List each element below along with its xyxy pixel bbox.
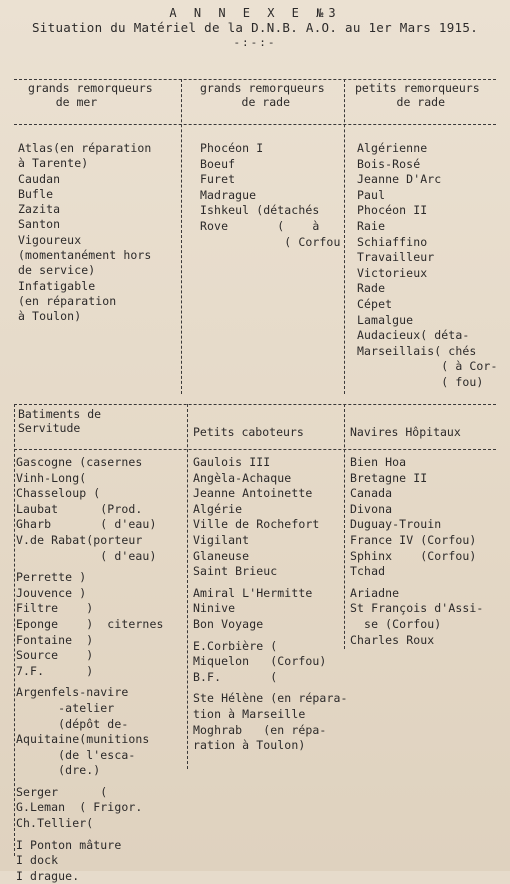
list-item: (momentanément hors [18,248,152,263]
list-item: France IV (Corfou) [350,532,477,547]
list-item: Phocéon II [357,203,428,218]
list-item: Saint Brieuc [193,564,278,579]
list-item: Jouvence ) [16,585,87,600]
list-item: Ninive [193,601,236,616]
list-item: E.Corbière ( [193,638,278,653]
list-item: Atlas(en réparation [18,141,152,155]
list-item: Chasseloup ( [16,486,101,501]
list-item: ration à Toulon) [193,738,306,753]
list-item: (en réparation [18,293,117,308]
list-item: Charles Roux [350,632,435,647]
annexe-heading: A N N E X E №3 [169,6,341,20]
list-item: Victorieux [357,265,428,280]
list-item: Sphinx (Corfou) [350,548,477,563]
list-petits-caboteurs [193,455,348,754]
list-grands-remorqueurs-rade [200,141,340,250]
list-item: Algérienne [357,141,428,155]
list-item: Laubat (Prod. [16,501,143,516]
list-item: Boeuf [200,156,236,171]
list-item: à Toulon) [18,309,82,324]
list-item: ( d'eau) [16,548,157,563]
list-item: Schiaffino [357,234,428,249]
list-item: Audacieux( déta- [357,328,470,343]
list-item: Filtre ) [16,601,94,616]
list-item: Eponge ) citernes [16,616,164,631]
list-item: 7.F. ) [16,663,94,678]
list-item: Fontaine ) [16,632,94,647]
list-item: Jeanne Antoinette [193,486,313,501]
list-item: Miquelon (Corfou) [193,654,327,669]
list-item: Furet [200,172,236,187]
list-item: Cépet [357,296,393,311]
list-item: Bufle [18,186,54,201]
list-item: tion à Marseille [193,706,306,721]
list-item: Ste Hélène (en répara- [193,691,348,706]
list-item: (de l'esca- [16,747,136,762]
list-item: Lamalgue [357,312,414,327]
header-rule-1 [14,124,496,125]
list-item: Glaneuse [193,548,250,563]
list-item: Vigilant [193,532,250,547]
column-divider-3 [187,404,188,769]
list-item: Marseillais( chés [357,343,477,358]
header-petits-remorqueurs-rade: petits remorqueurs de rade [355,81,480,109]
list-item: Gaulois III [193,455,271,469]
list-item: Phocéon I [200,141,264,155]
title-ornament: -:-:- [233,36,277,49]
list-item: Infatigable [18,278,96,293]
list-item: Ch.Tellier( [16,816,94,831]
list-item: Angèla-Achaque [193,470,292,485]
list-item: I drague. [16,868,80,883]
header-grands-remorqueurs-mer: grands remorqueurs de mer [28,81,153,109]
section2-top-rule [14,404,496,405]
list-item: Bien Hoa [350,455,407,469]
list-item: Divona [350,501,393,516]
list-item: Paul [357,187,386,202]
list-item: Duguay-Trouin [350,517,442,532]
list-item: Tchad [350,564,386,579]
list-item: Canada [350,486,393,501]
list-item: ( à Cor- [357,359,498,374]
list-item: Rove ( à [200,218,320,233]
list-item: I dock [16,853,59,868]
list-item: Ville de Rochefort [193,517,320,532]
list-item: Algérie [193,501,243,516]
list-item: Vigoureux [18,232,82,247]
column-divider-1 [181,79,182,394]
list-item: Ishkeul (détachés [200,203,320,218]
list-item: G.Leman ( Frigor. [16,800,143,815]
header-rule-2 [14,449,496,450]
list-item: Santon [18,217,61,232]
left-margin-rule [14,404,15,856]
list-batiments-servitude [16,455,164,884]
header-navires-hopitaux: Navires Hôpitaux [350,425,461,439]
column-divider-2 [344,79,345,394]
list-item: St François d'Assi- [350,601,484,616]
list-item: Gascogne (casernes [16,455,143,469]
list-item: (dre.) [16,763,101,778]
list-item: I Ponton mâture [16,837,122,852]
list-item: Aquitaine(munitions [16,732,150,747]
list-item: de service) [18,263,96,278]
header-batiments-servitude: Batiments de Servitude [18,407,102,435]
list-item: Bon Voyage [193,616,264,631]
list-item: Caudan [18,171,61,186]
list-item: Amiral L'Hermitte [193,585,313,600]
list-item: Moghrab (en répa- [193,722,327,737]
table-top-rule [14,79,496,80]
list-item: ( fou) [357,374,484,389]
list-item: V.de Rabat(porteur [16,532,143,547]
list-item: Rade [357,281,386,296]
list-item: Raie [357,218,386,233]
list-item: Bois-Rosé [357,156,421,171]
header-grands-remorqueurs-rade: grands remorqueurs de rade [200,81,325,109]
list-item: Bretagne II [350,470,428,485]
list-item: Madrague [200,187,257,202]
list-item: Ariadne [350,585,400,600]
list-grands-remorqueurs-mer [18,141,151,325]
list-item: Jeanne D'Arc [357,172,442,187]
list-item: à Tarente) [18,156,89,171]
list-item: Gharb ( d'eau) [16,517,157,532]
list-petits-remorqueurs-rade [357,141,497,391]
document-title: Situation du Matériel de la D.N.B. A.O. au 1er Mars 1915. [31,20,479,35]
list-item: (dépôt de- [16,716,129,731]
list-item: Source ) [16,648,94,663]
list-item: Perrette ) [16,570,87,585]
list-item: Argenfels-navire [16,685,129,700]
list-item: -atelier [16,700,115,715]
list-item: se (Corfou) [350,616,442,631]
list-item: B.F. ( [193,669,278,684]
list-item: Zazita [18,202,61,217]
list-item: Serger ( [16,784,108,799]
list-item: Travailleur [357,250,435,265]
list-navires-hopitaux [350,455,483,648]
list-item: Vinh-Long( [16,470,87,485]
header-petits-caboteurs: Petits caboteurs [193,425,304,439]
list-item: ( Corfou [200,234,341,249]
